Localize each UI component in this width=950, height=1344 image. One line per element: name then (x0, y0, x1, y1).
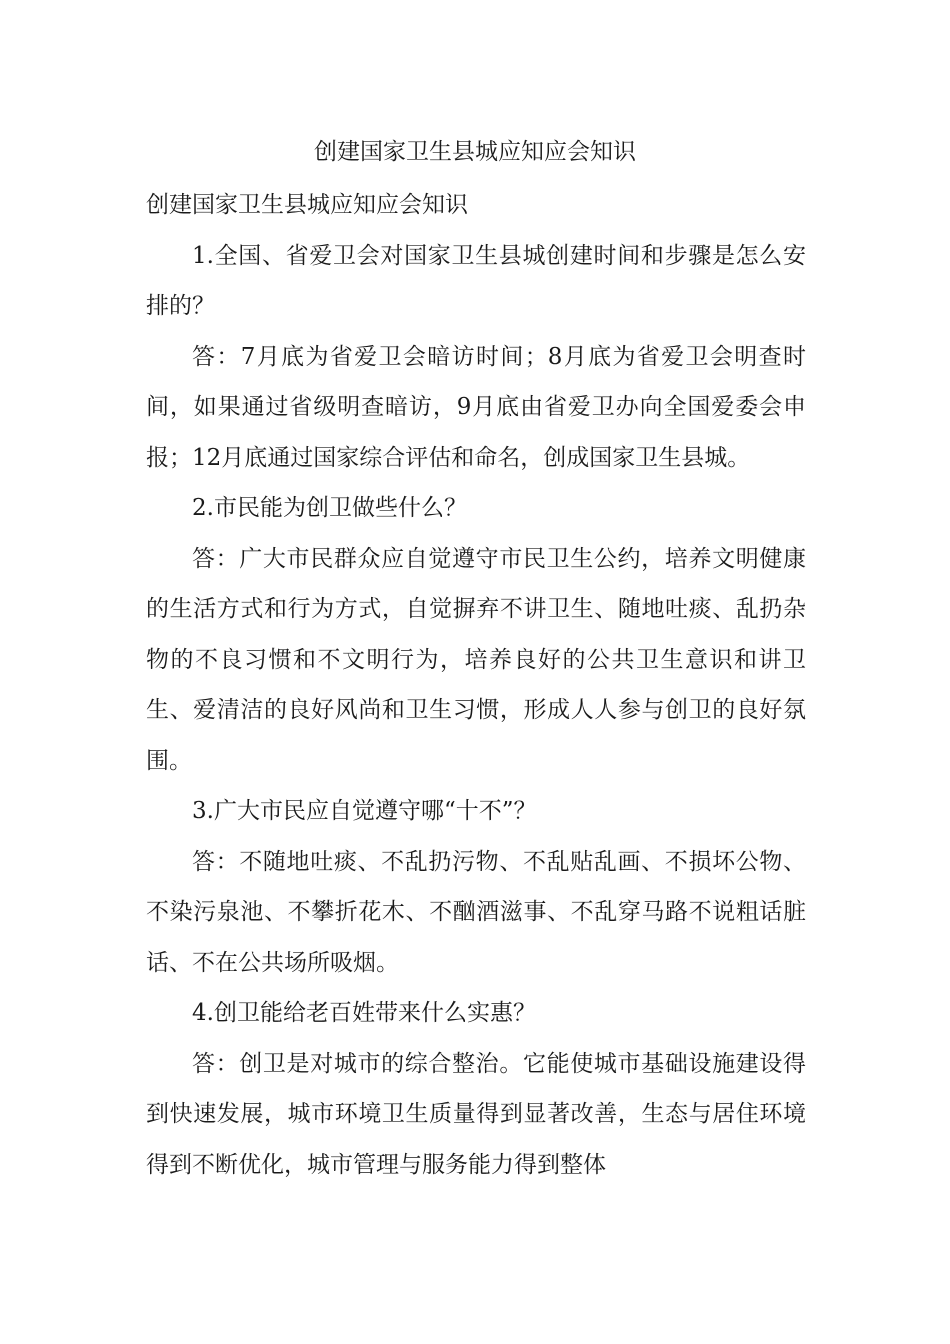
question-2: 2.市民能为创卫做些什么？ (192, 495, 467, 521)
answer-1: 答：7月底为省爱卫会暗访时间；8月底为省爱卫会明查时间，如果通过省级明查暗访，9月底由省爱卫办向全国爱委会申报；12月底通过国家综合评估和命名，创成国家卫生县城。 (146, 343, 806, 471)
answer-3: 答：不随地吐痰、不乱扔污物、不乱贴乱画、不损坏公物、不染污泉池、不攀折花木、不酗酒滋事、不乱穿马路不说粗话脏话、不在公共场所吸烟。 (146, 848, 806, 976)
question-4: 4.创卫能给老百姓带来什么实惠？ (192, 1000, 536, 1026)
document-body (146, 180, 806, 1190)
document-subtitle: 创建国家卫生县城应知应会知识 (146, 192, 468, 218)
answer-2: 答：广大市民群众应自觉遵守市民卫生公约，培养文明健康的生活方式和行为方式，自觉摒弃不讲卫生、随地吐痰、乱扔杂物的不良习惯和不文明行为，培养良好的公共卫生意识和讲卫生、爱清洁的良好风尚和卫生习惯，形成人人参与创卫的良好氛围。 (146, 545, 806, 774)
answer-4: 答：创卫是对城市的综合整治。它能使城市基础设施建设得到快速发展，城市环境卫生质量得到显著改善，生态与居住环境得到不断优化，城市管理与服务能力得到整体 (146, 1050, 806, 1178)
question-3: 3.广大市民应自觉遵守哪“十不”？ (192, 798, 537, 824)
document-title: 创建国家卫生县城应知应会知识 (314, 139, 636, 165)
question-1: 1.全国、省爱卫会对国家卫生县城创建时间和步骤是怎么安排的？ (146, 242, 806, 319)
